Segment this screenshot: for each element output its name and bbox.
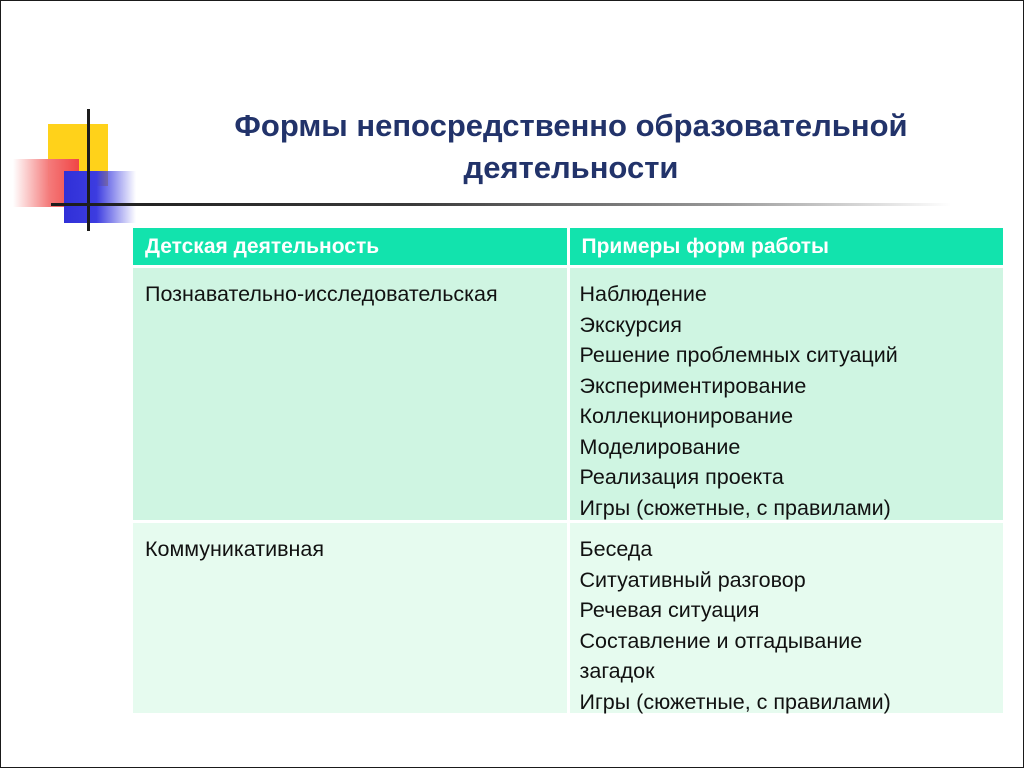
activity-label: Познавательно-исследовательская (145, 282, 498, 306)
activity-cell (133, 523, 567, 713)
activity-table (133, 228, 1003, 713)
example-item: Речевая ситуация (579, 598, 760, 622)
example-item: Ситуативный разговор (579, 567, 806, 592)
title-line-1: Формы непосредственно образовательной (234, 108, 908, 143)
table-header-row (133, 228, 1003, 265)
table-row (133, 523, 1003, 713)
examples-cell (570, 523, 1004, 713)
decorative-horizontal-line (51, 203, 951, 206)
example-item: Наблюдение (579, 282, 707, 306)
example-item: Игры (сюжетные, с правилами) (579, 495, 891, 520)
activity-label: Коммуникативная (145, 537, 325, 561)
examples-cell (570, 268, 1004, 520)
decorative-blue-block (64, 171, 136, 223)
example-item: Игры (сюжетные, с правилами) (579, 689, 891, 714)
example-item: Экспериментирование (579, 373, 807, 398)
example-item: Экскурсия (579, 312, 682, 337)
header-examples: Примеры форм работы (570, 228, 1004, 265)
slide-title (151, 105, 991, 189)
decorative-vertical-line (87, 109, 90, 231)
example-item: Моделирование (579, 434, 741, 459)
title-line-2: деятельности (463, 150, 679, 185)
activity-cell (133, 268, 567, 520)
example-item: Решение проблемных ситуаций (579, 343, 898, 367)
example-item: Составление и отгадывание (579, 628, 863, 653)
example-item: загадок (579, 659, 655, 683)
example-item: Коллекционирование (579, 404, 794, 428)
header-activity: Детская деятельность (133, 228, 567, 265)
example-item: Беседа (579, 537, 653, 561)
table-row (133, 268, 1003, 520)
example-item: Реализация проекта (579, 465, 784, 489)
